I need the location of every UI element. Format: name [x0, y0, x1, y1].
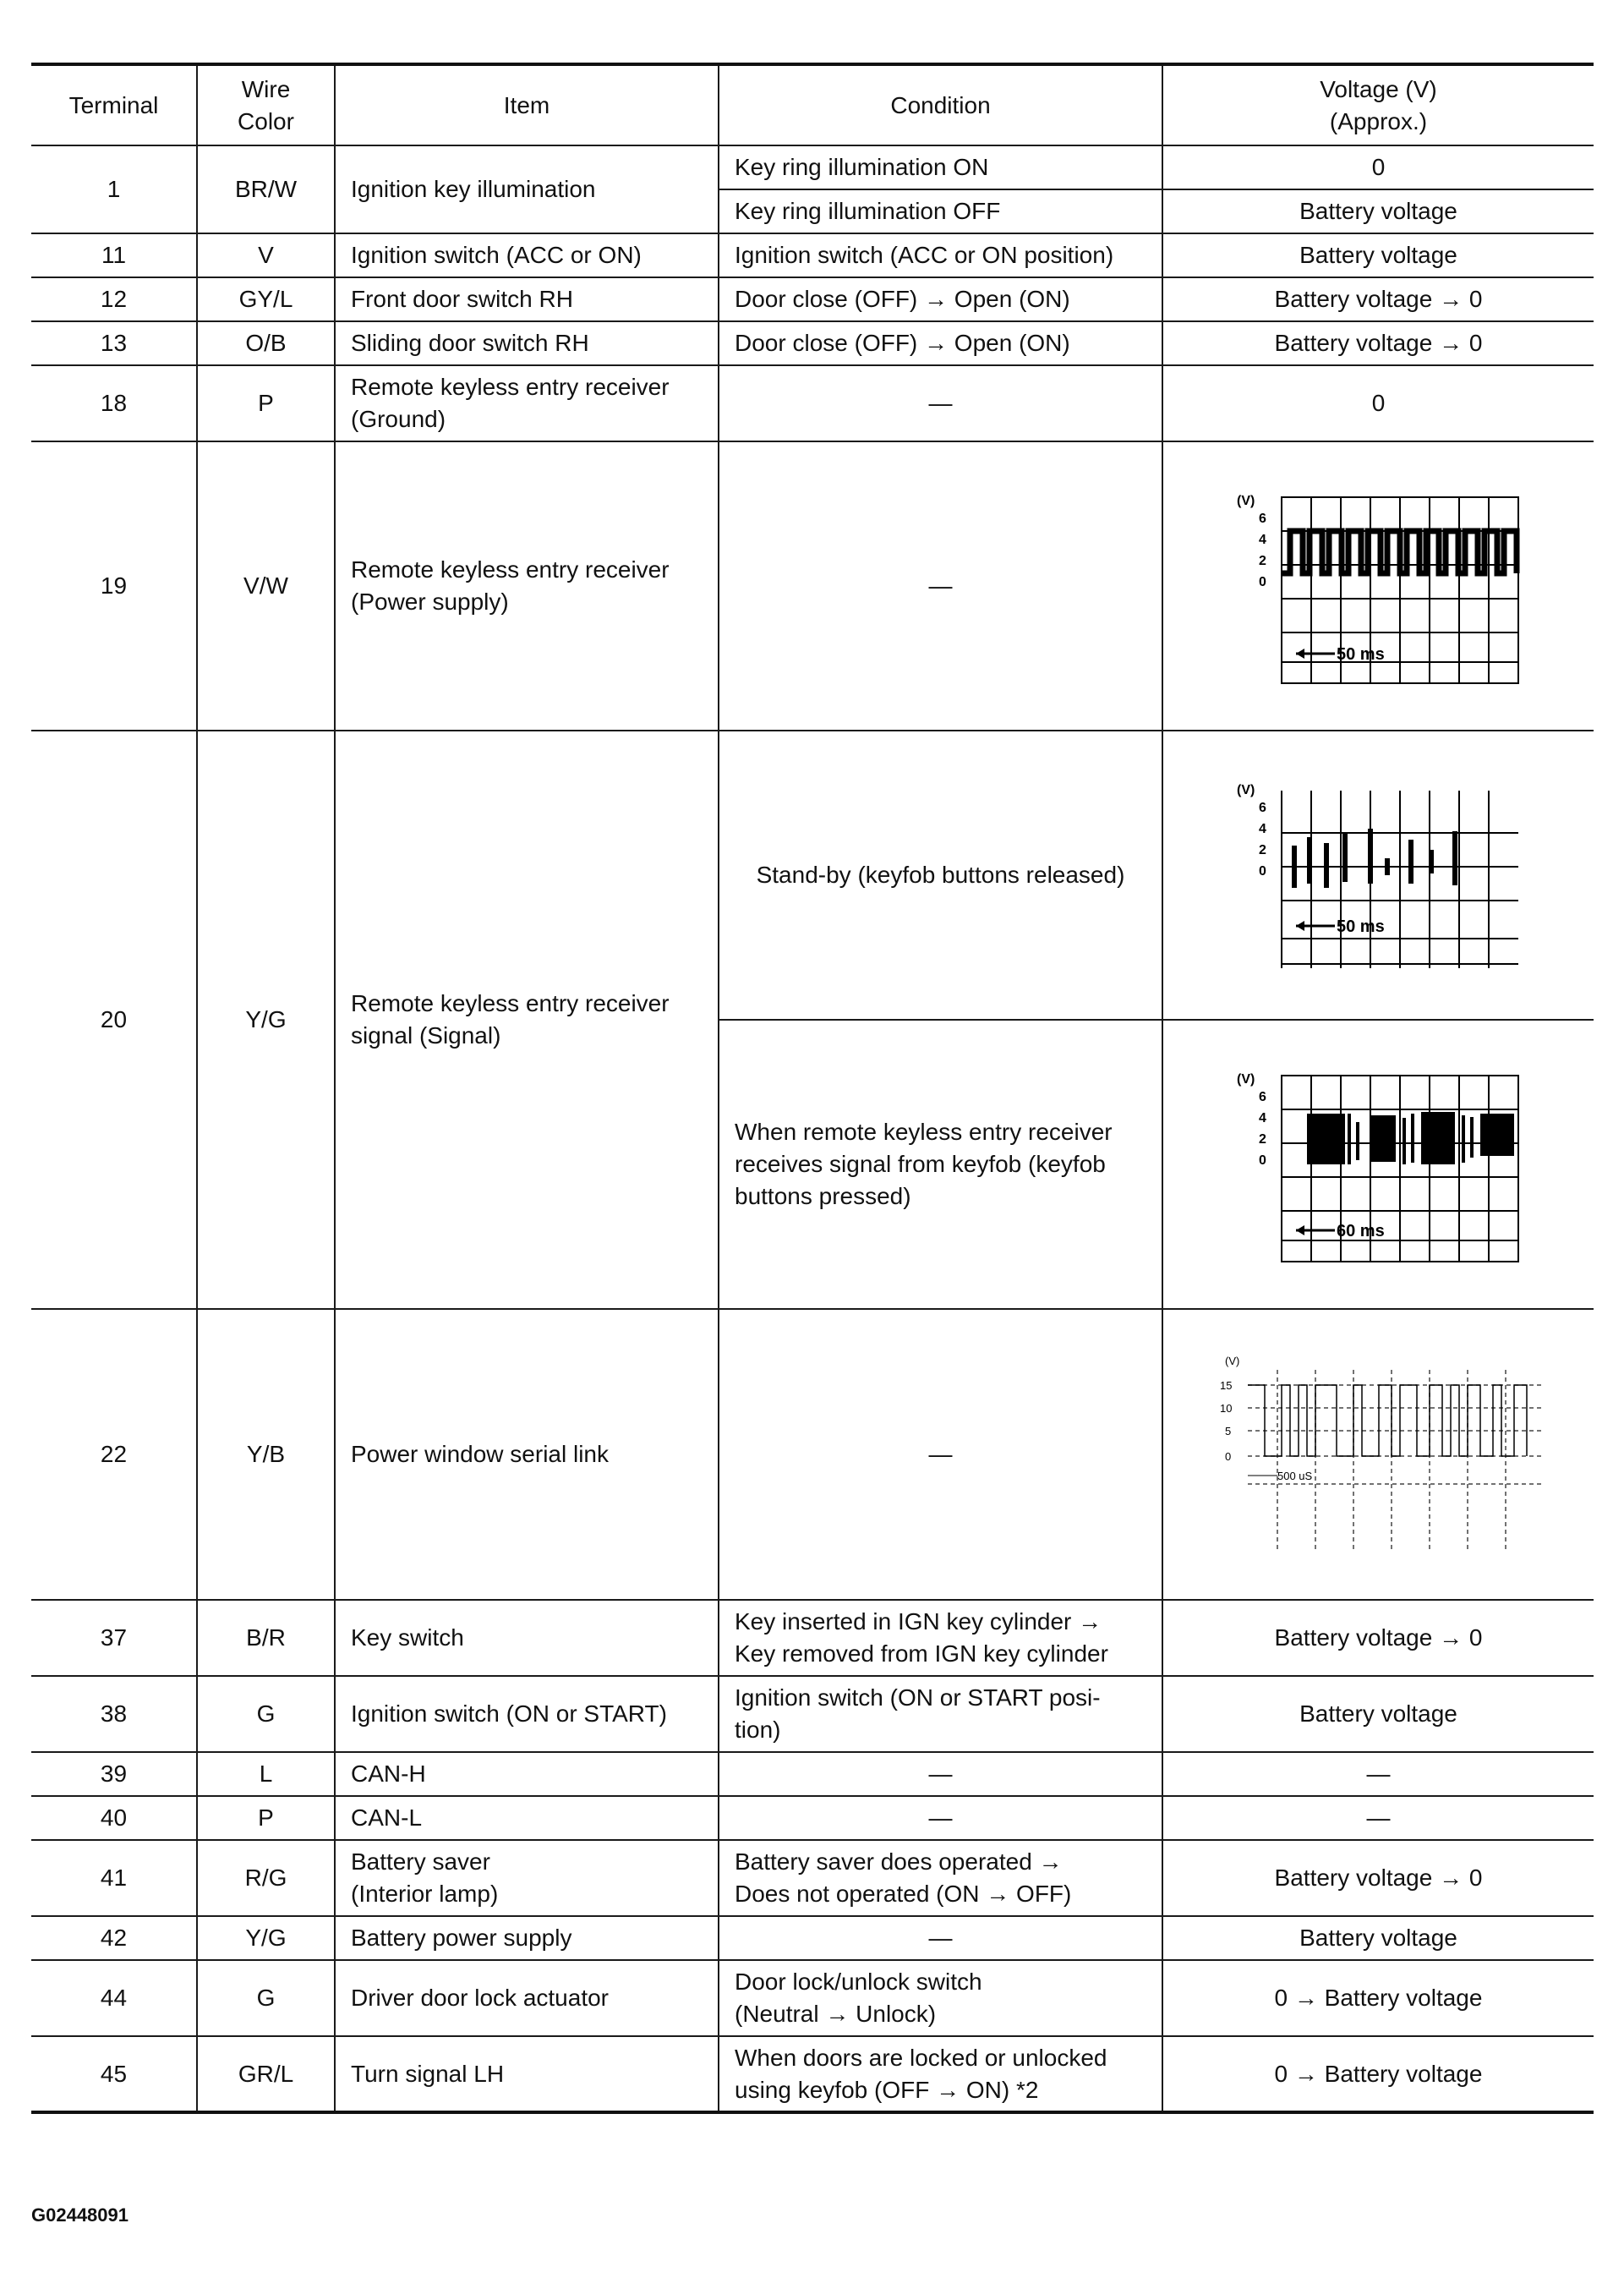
- wire-color-cell: Y/G: [197, 1916, 335, 1960]
- terminal-cell: 1: [31, 145, 197, 233]
- scope-unit-label: (V): [1224, 1355, 1239, 1367]
- table-row: [31, 145, 1594, 189]
- condition-cell: —: [719, 365, 1162, 441]
- terminal-cell: 18: [31, 365, 197, 441]
- scope-time-label: 60 ms: [1336, 1222, 1385, 1240]
- wire-color-cell: P: [197, 365, 335, 441]
- scope-tick-label: 0: [1258, 575, 1266, 589]
- terminal-cell: 41: [31, 1840, 197, 1916]
- condition-cell: Battery saver does operated → Does not operated (ON → OFF): [719, 1840, 1162, 1916]
- scope-tick-label: 0: [1258, 864, 1266, 879]
- item-cell: Sliding door switch RH: [335, 321, 719, 365]
- voltage-cell: 0: [1162, 365, 1594, 441]
- item-cell: Turn signal LH: [335, 2036, 719, 2112]
- voltage-cell: Battery voltage → 0: [1162, 1600, 1594, 1676]
- wire-color-cell: Y/B: [197, 1309, 335, 1600]
- condition-cell: —: [719, 441, 1162, 731]
- table-row: [31, 731, 1594, 1020]
- table-row: [31, 1840, 1594, 1916]
- wire-color-cell: BR/W: [197, 145, 335, 233]
- scope-unit-label: (V): [1236, 1072, 1255, 1087]
- scope-tick-label: 4: [1258, 822, 1266, 836]
- terminal-cell: 39: [31, 1752, 197, 1796]
- oscilloscope-waveform-power-supply: [1235, 485, 1523, 687]
- header-wire-color: Wire Color: [197, 64, 335, 145]
- item-cell: Battery saver (Interior lamp): [335, 1840, 719, 1916]
- table-row: [31, 1796, 1594, 1840]
- scope-tick-label: 15: [1219, 1379, 1232, 1392]
- table-row: [31, 321, 1594, 365]
- table-row: [31, 441, 1594, 731]
- condition-cell: Door close (OFF) → Open (ON): [719, 321, 1162, 365]
- scope-time-label: 50 ms: [1336, 917, 1385, 936]
- table-row: [31, 365, 1594, 441]
- scope-unit-label: (V): [1236, 783, 1255, 797]
- header-voltage: Voltage (V) (Approx.): [1162, 64, 1594, 145]
- condition-cell: —: [719, 1752, 1162, 1796]
- wire-color-cell: R/G: [197, 1840, 335, 1916]
- wire-color-cell: G: [197, 1676, 335, 1752]
- wire-color-cell: O/B: [197, 321, 335, 365]
- item-cell: Power window serial link: [335, 1309, 719, 1600]
- table-row: [31, 1916, 1594, 1960]
- item-cell: Remote keyless entry receiver signal (Signal): [335, 731, 719, 1309]
- scope-tick-label: 6: [1258, 512, 1266, 526]
- wire-color-cell: GY/L: [197, 277, 335, 321]
- scope-unit-label: (V): [1236, 494, 1255, 508]
- wire-color-cell: V: [197, 233, 335, 277]
- voltage-cell: [1162, 1020, 1594, 1309]
- condition-cell: —: [719, 1309, 1162, 1600]
- voltage-cell: Battery voltage → 0: [1162, 277, 1594, 321]
- terminal-cell: 12: [31, 277, 197, 321]
- terminal-cell: 13: [31, 321, 197, 365]
- voltage-cell: Battery voltage → 0: [1162, 1840, 1594, 1916]
- terminal-cell: 11: [31, 233, 197, 277]
- condition-cell: Stand-by (keyfob buttons released): [719, 731, 1162, 1020]
- terminal-cell: 38: [31, 1676, 197, 1752]
- header-terminal: Terminal: [31, 64, 197, 145]
- terminal-cell: 20: [31, 731, 197, 1309]
- voltage-cell: Battery voltage → 0: [1162, 321, 1594, 365]
- condition-cell: Door lock/unlock switch (Neutral → Unlock): [719, 1960, 1162, 2036]
- item-cell: Ignition switch (ON or START): [335, 1676, 719, 1752]
- table-row: [31, 233, 1594, 277]
- terminal-cell: 37: [31, 1600, 197, 1676]
- scope-tick-label: 4: [1258, 533, 1266, 547]
- voltage-cell: Battery voltage: [1162, 1916, 1594, 1960]
- header-row: [31, 64, 1594, 145]
- item-cell: CAN-L: [335, 1796, 719, 1840]
- item-cell: Ignition key illumination: [335, 145, 719, 233]
- terminal-cell: 42: [31, 1916, 197, 1960]
- scope-tick-label: 2: [1258, 554, 1266, 568]
- wire-color-cell: B/R: [197, 1600, 335, 1676]
- scope-time-label: 500 uS: [1277, 1470, 1312, 1482]
- condition-cell: —: [719, 1916, 1162, 1960]
- condition-cell: Ignition switch (ACC or ON position): [719, 233, 1162, 277]
- item-cell: Front door switch RH: [335, 277, 719, 321]
- table-row: [31, 1752, 1594, 1796]
- oscilloscope-waveform-signal: [1235, 1063, 1523, 1266]
- oscilloscope-waveform-serial-link: [1210, 1353, 1548, 1556]
- scope-tick-label: 2: [1258, 843, 1266, 857]
- table-row: [31, 1600, 1594, 1676]
- voltage-cell: Battery voltage: [1162, 1676, 1594, 1752]
- figure-id: G02448091: [31, 2204, 128, 2226]
- scope-tick-label: 0: [1258, 1153, 1266, 1168]
- header-item: Item: [335, 64, 719, 145]
- condition-cell: When remote keyless entry receiver receives signal from keyfob (keyfob buttons pressed): [719, 1020, 1162, 1309]
- voltage-cell: [1162, 731, 1594, 1020]
- voltage-cell: [1162, 1309, 1594, 1600]
- terminal-cell: 45: [31, 2036, 197, 2112]
- condition-cell: Key inserted in IGN key cylinder → Key removed from IGN key cylinder: [719, 1600, 1162, 1676]
- voltage-cell: 0: [1162, 145, 1594, 189]
- wire-color-cell: P: [197, 1796, 335, 1840]
- voltage-cell: 0 → Battery voltage: [1162, 2036, 1594, 2112]
- voltage-cell: [1162, 441, 1594, 731]
- item-cell: Remote keyless entry receiver (Ground): [335, 365, 719, 441]
- wire-color-cell: Y/G: [197, 731, 335, 1309]
- item-cell: Ignition switch (ACC or ON): [335, 233, 719, 277]
- condition-cell: —: [719, 1796, 1162, 1840]
- table-row: [31, 1676, 1594, 1752]
- wire-color-cell: GR/L: [197, 2036, 335, 2112]
- scope-tick-label: 0: [1224, 1450, 1231, 1463]
- terminal-cell: 44: [31, 1960, 197, 2036]
- voltage-cell: 0 → Battery voltage: [1162, 1960, 1594, 2036]
- table-row: [31, 277, 1594, 321]
- terminal-cell: 40: [31, 1796, 197, 1840]
- condition-cell: Ignition switch (ON or START posi- tion): [719, 1676, 1162, 1752]
- voltage-cell: —: [1162, 1796, 1594, 1840]
- wire-color-cell: V/W: [197, 441, 335, 731]
- condition-cell: When doors are locked or unlocked using keyfob (OFF → ON) *2: [719, 2036, 1162, 2112]
- terminal-table-document: [31, 63, 1594, 2114]
- condition-cell: Door close (OFF) → Open (ON): [719, 277, 1162, 321]
- wire-color-cell: G: [197, 1960, 335, 2036]
- terminal-voltage-table: [31, 63, 1594, 2114]
- voltage-cell: Battery voltage: [1162, 233, 1594, 277]
- table-row: [31, 2036, 1594, 2112]
- scope-tick-label: 6: [1258, 1090, 1266, 1104]
- scope-tick-label: 2: [1258, 1132, 1266, 1147]
- wire-color-cell: L: [197, 1752, 335, 1796]
- item-cell: CAN-H: [335, 1752, 719, 1796]
- table-row: [31, 1960, 1594, 2036]
- scope-tick-label: 6: [1258, 801, 1266, 815]
- condition-cell: Key ring illumination ON: [719, 145, 1162, 189]
- item-cell: Key switch: [335, 1600, 719, 1676]
- voltage-cell: —: [1162, 1752, 1594, 1796]
- oscilloscope-waveform-standby: [1235, 774, 1523, 977]
- header-condition: Condition: [719, 64, 1162, 145]
- scope-time-label: 50 ms: [1336, 645, 1385, 664]
- scope-tick-label: 4: [1258, 1111, 1266, 1125]
- item-cell: Remote keyless entry receiver (Power supply): [335, 441, 719, 731]
- terminal-cell: 19: [31, 441, 197, 731]
- scope-tick-label: 5: [1224, 1425, 1231, 1437]
- item-cell: Battery power supply: [335, 1916, 719, 1960]
- terminal-cell: 22: [31, 1309, 197, 1600]
- scope-tick-label: 10: [1219, 1402, 1232, 1415]
- item-cell: Driver door lock actuator: [335, 1960, 719, 2036]
- condition-cell: Key ring illumination OFF: [719, 189, 1162, 233]
- table-row: [31, 1309, 1594, 1600]
- voltage-cell: Battery voltage: [1162, 189, 1594, 233]
